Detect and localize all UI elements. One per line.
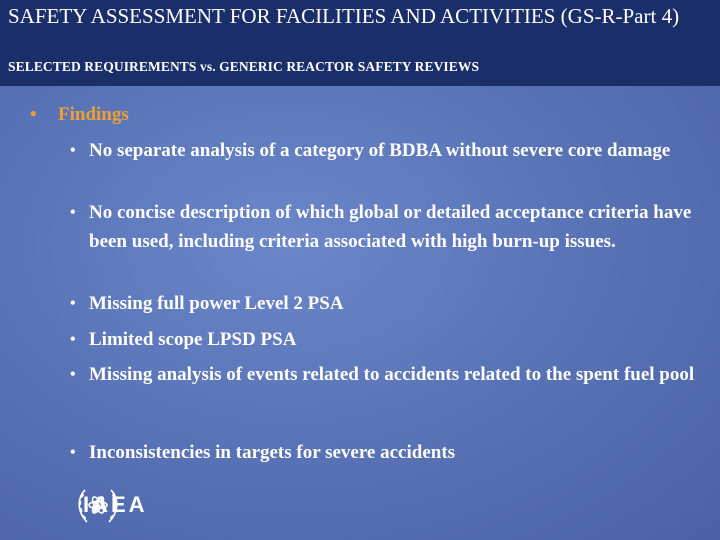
slide-subtitle: SELECTED REQUIREMENTS vs. GENERIC REACTOR SAFETY REVIEWS xyxy=(8,59,480,74)
finding-text: Missing full power Level 2 PSA xyxy=(89,293,344,314)
findings-label: Findings xyxy=(58,104,129,125)
finding-item xyxy=(70,289,700,318)
iaea-logo-text: IAEA xyxy=(83,492,148,517)
bullet-icon: • xyxy=(70,142,76,159)
finding-item xyxy=(70,325,700,354)
bullet-icon: • xyxy=(70,366,76,383)
finding-text: Missing analysis of events related to accidents related to the spent fuel pool xyxy=(89,364,695,385)
finding-item xyxy=(70,438,700,467)
bullet-icon: • xyxy=(70,204,76,221)
bullet-icon: • xyxy=(30,104,37,125)
finding-item xyxy=(70,136,700,165)
finding-text: No separate analysis of a category of BDBA without severe core damage xyxy=(89,140,671,161)
finding-text: Inconsistencies in targets for severe accidents xyxy=(89,442,456,463)
finding-text: No concise description of which global or detailed acceptance criteria have been used, including criteria associated with high burn-up issues. xyxy=(89,202,692,252)
finding-item xyxy=(70,360,700,389)
header-band xyxy=(0,0,720,86)
bullet-icon: • xyxy=(70,331,76,348)
slide-title: SAFETY ASSESSMENT FOR FACILITIES AND ACTIVITIES (GS-R-Part 4) xyxy=(8,4,680,28)
bullet-icon: • xyxy=(70,444,76,461)
finding-item xyxy=(70,198,700,256)
bullet-icon: • xyxy=(70,295,76,312)
finding-text: Limited scope LPSD PSA xyxy=(89,329,297,350)
